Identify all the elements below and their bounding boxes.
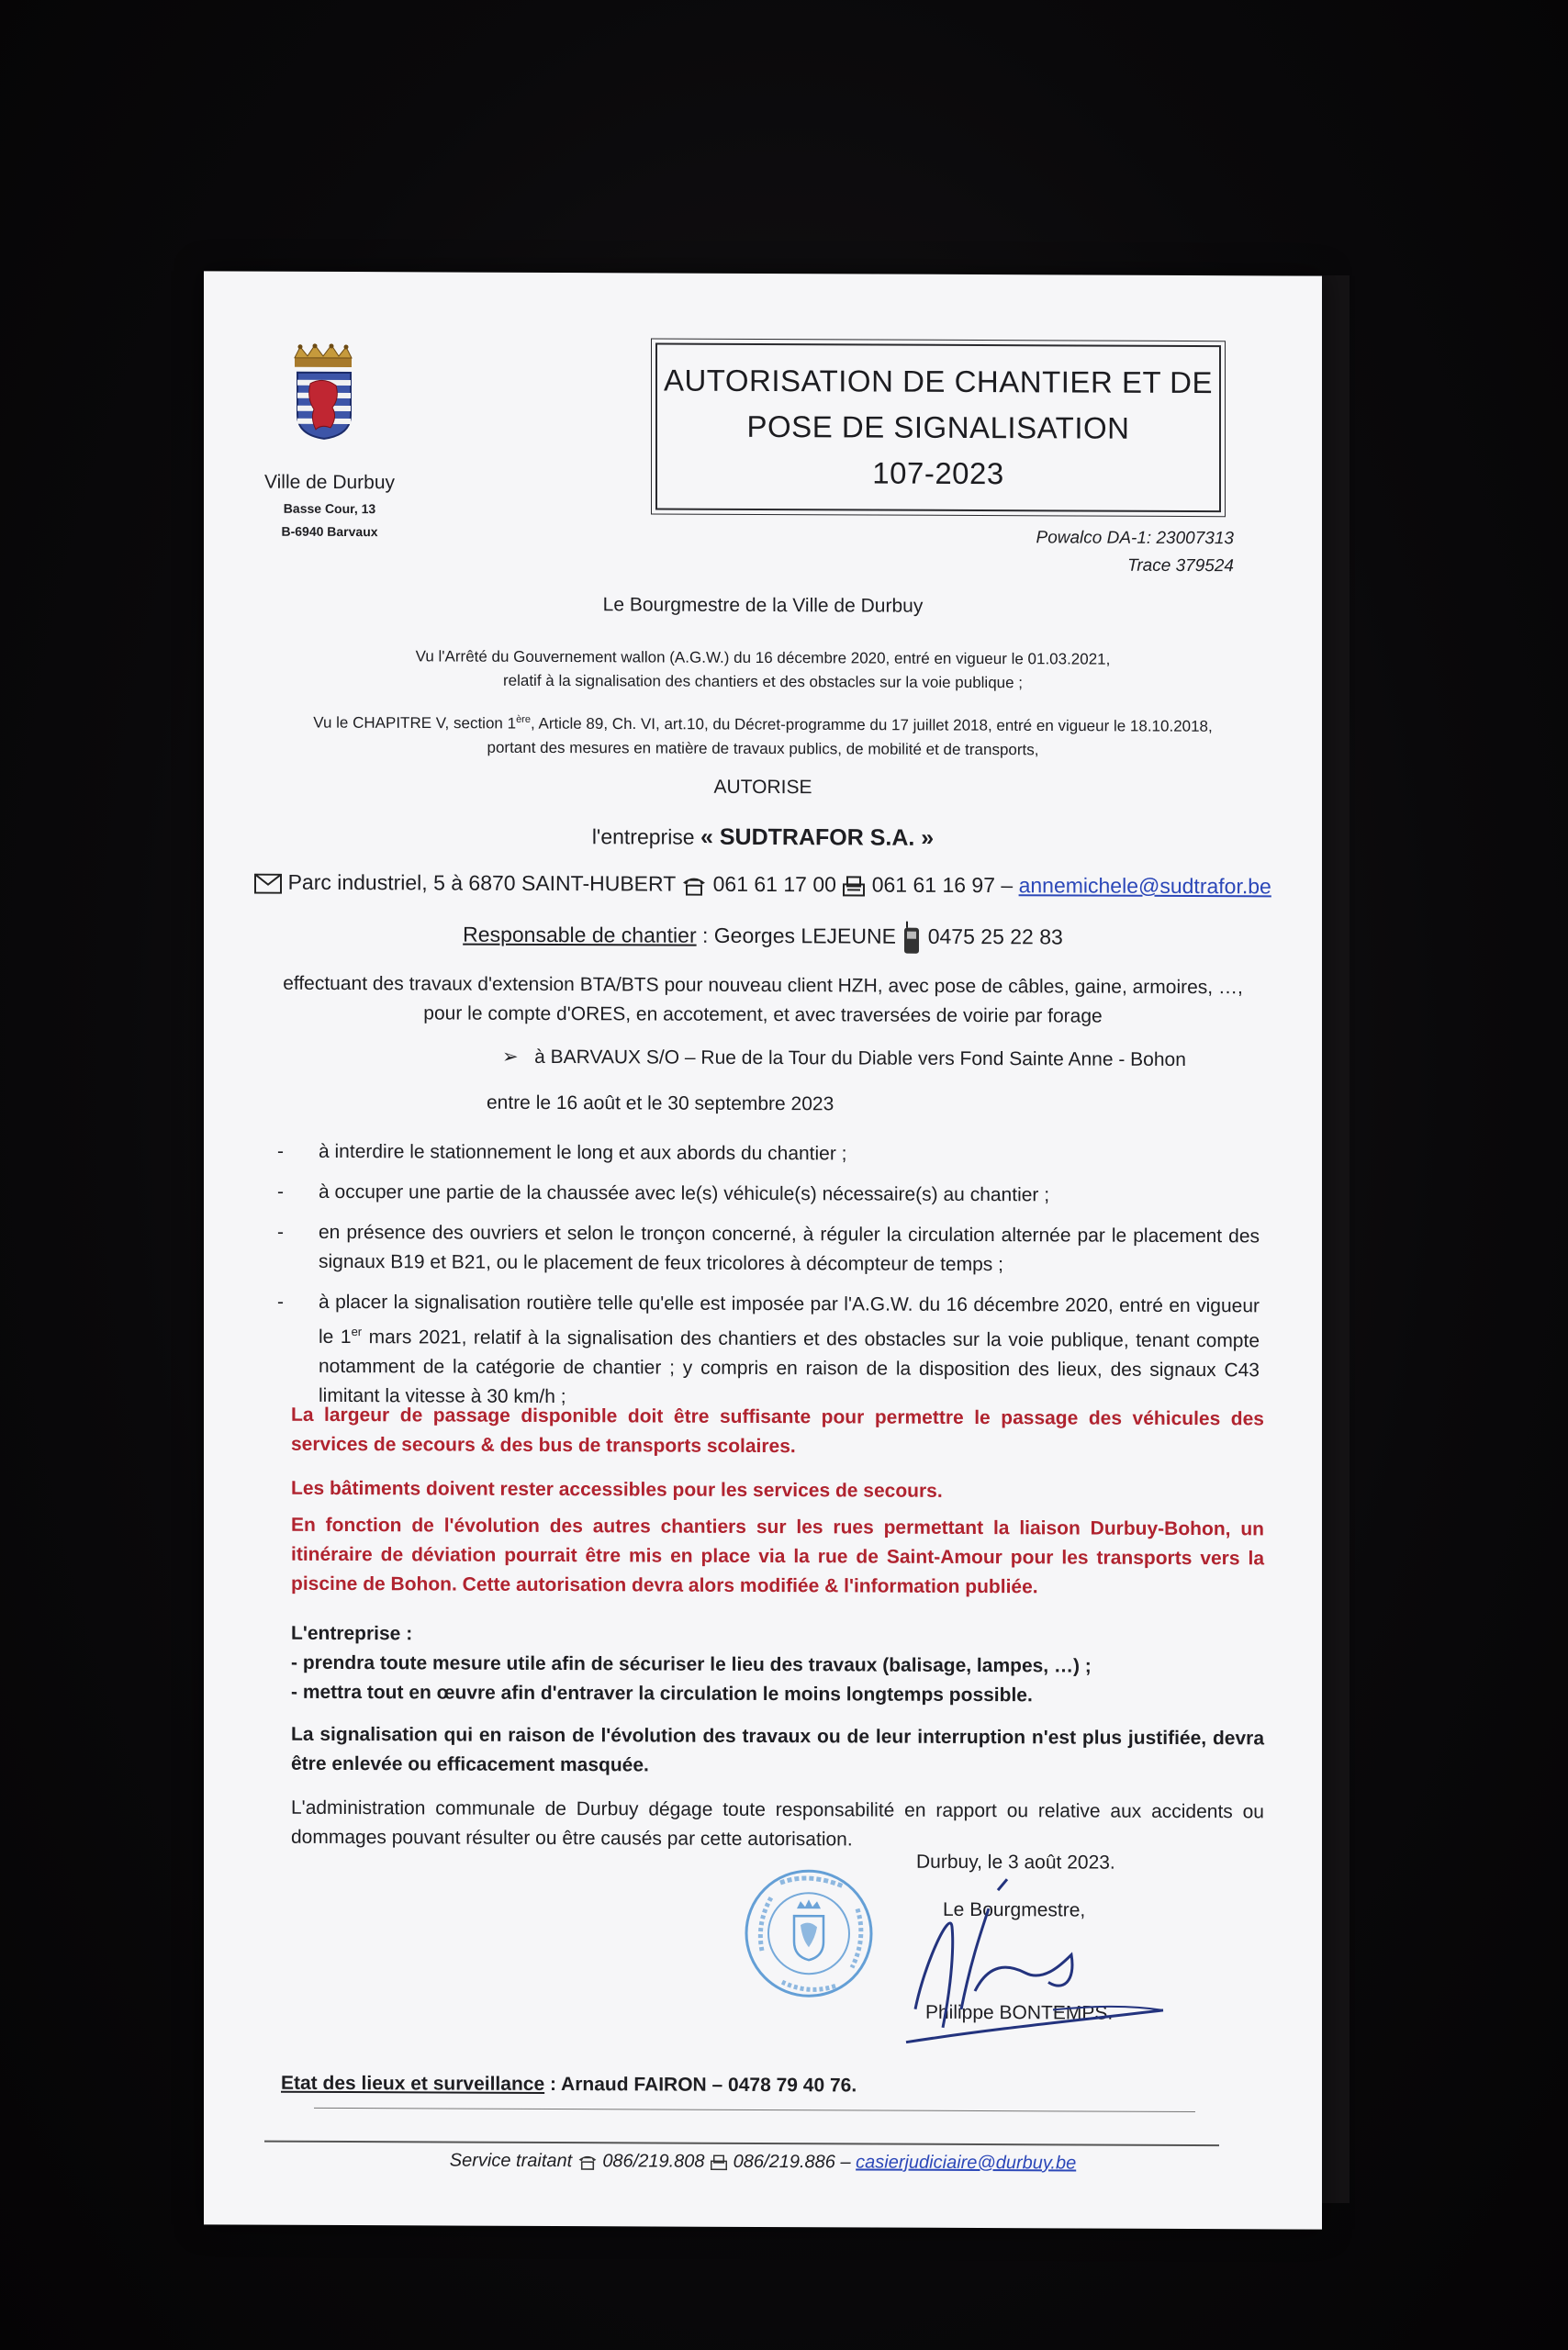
phone-icon [681,876,707,896]
surveillance-line [281,2073,857,2098]
red-note-detour: En fonction de l'évolution des autres chantiers sur les rues permettant la liaison Durbuy-Bohon, un itinéraire de déviation pourrait être mis en place via la rue de Saint-Amour pour les transports vers la piscine de Bohon. Cette autorisation devra alors modifiée & l'information publiée. [291,1514,1264,1598]
list-item [277,1137,1260,1171]
permission-text: en présence des ouvriers et selon le tronçon concerné, à réguler la circulation alternée par le placement des signaux B19 et B21, ou le placement de feux tricolores à décompteur de temps ; [319,1221,1260,1276]
authorization-number: 107-2023 [872,455,1004,491]
red-note-passage: La largeur de passage disponible doit être suffisante pour permettre le passage des véhicules des services de secours & des bus de transports scolaires. [291,1404,1264,1458]
location-text: à BARVAUX S/O – Rue de la Tour du Diable vers Fond Sainte Anne - Bohon [534,1046,1186,1071]
superscript-ere: ère [516,713,531,725]
legal-basis-2-text-b: , Article 89, Ch. VI, art.10, du Décret-programme du 17 juillet 2018, entré en vigueur le 18.10.2018, [530,714,1213,735]
company-name: « SUDTRAFOR S.A. » [700,823,935,851]
issuing-authority: Le Bourgmestre de la Ville de Durbuy [602,594,924,617]
phone-icon [577,2154,598,2170]
company-fax: 061 61 16 97 – [871,872,1014,898]
powalco-reference: Powalco DA-1: 23007313 [1036,528,1234,549]
mobile-phone-icon [902,921,922,956]
footer-email-link[interactable]: casierjudiciaire@durbuy.be [856,2152,1077,2174]
arrow-bullet-icon: ➢ [502,1046,519,1068]
signatory-role: Le Bourgmestre, [943,1898,1086,1921]
obligation-item-2: - mettra tout en œuvre afin d'entraver la circulation le moins longtemps possible. [291,1681,1033,1707]
legal-basis-2-text-a: Vu le CHAPITRE V, section 1 [313,713,517,733]
site-manager-line [204,917,1322,957]
surveillance-label: Etat des lieux et surveillance [281,2072,545,2095]
fax-icon [842,875,866,897]
crest-crown-icon [291,343,355,369]
footer-service: Service traitant [449,2150,573,2172]
fax-icon [710,2154,728,2170]
legal-basis-2-line-1 [204,706,1322,739]
reference-block [938,524,1234,580]
address-line-1: Basse Cour, 13 [283,500,376,517]
legal-basis-2-line-2: portant des mesures en matière de travaux publics, de mobilité et de transports, [487,738,1039,758]
works-period: entre le 16 août et le 30 septembre 2023 [487,1091,834,1115]
trace-reference: Trace 379524 [1127,555,1234,576]
title-line-1: AUTORISATION DE CHANTIER ET DE [663,363,1214,400]
city-name: Ville de Durbuy [263,471,396,494]
signature-date: Durbuy, le 3 août 2023. [916,1851,1115,1874]
address-line-2: B-6940 Barvaux [281,523,378,540]
dash-bullet: - [277,1221,284,1243]
display-edge [1322,275,1350,2203]
works-location [502,1046,1237,1071]
permission-text: à interdire le stationnement le long et aux abords du chantier ; [319,1140,847,1165]
footer-divider-top [314,2108,1195,2112]
list-item [277,1218,1260,1281]
permissions-list [277,1137,1260,1427]
dash-bullet: - [277,1181,284,1203]
mail-icon [254,874,282,894]
surveillance-contact: : Arnaud FAIRON – 0478 79 40 76. [549,2073,857,2097]
works-line-1: effectuant des travaux d'extension BTA/BTS pour nouveau client HZH, avec pose de câbles, gaine, armoires, …, [283,972,1243,999]
footer-phone: 086/219.808 [602,2151,705,2172]
site-manager-phone: 0475 25 22 83 [927,923,1063,949]
obligation-item-1: - prendra toute mesure utile afin de sécuriser le lieu des travaux (balisage, lampes, …) ; [291,1651,1092,1677]
coat-of-arms-icon [296,371,353,441]
obligations-block [291,1619,1264,1712]
list-item [277,1178,1260,1212]
dash-bullet: - [277,1140,284,1162]
permission-text-b: mars 2021, relatif à la signalisation des chantiers et des obstacles sur la voie publique, tenant compte notamment de la catégorie de chantier ; y compris en raison de la disposition des lieux, des signaux C43 limitant la vitesse à 30 km/h ; [319,1326,1260,1408]
title-line-2: POSE DE SIGNALISATION [746,408,1130,445]
site-manager-label: Responsable de chantier [463,922,697,947]
title-box [655,342,1221,512]
liability-disclaimer: L'administration communale de Durbuy dégage toute responsabilité en rapport ou relative aux accidents ou dommages pouvant résulter ou être causés par cette autorisation. [291,1796,1264,1851]
company-phone: 061 61 17 00 [712,871,836,897]
autorise-heading: AUTORISE [713,776,812,799]
legal-basis-1 [204,643,1322,696]
site-manager-name: : Georges LEJEUNE [702,923,896,948]
company-prefix: l'entreprise [591,824,695,849]
signalisation-note: La signalisation qui en raison de l'évolution des travaux ou de leur interruption n'est plus justifiée, devra être enlevée ou efficacement masquée. [291,1723,1264,1776]
company-address: Parc industriel, 5 à 6870 SAINT-HUBERT [287,869,676,896]
signatory-name: Philippe BONTEMPS. [925,2001,1114,2024]
works-description [204,968,1322,1032]
company-email-link[interactable]: annemichele@sudtrafor.be [1018,873,1271,899]
red-note-buildings: Les bâtiments doivent rester accessibles pour les services de secours. [291,1477,943,1502]
footer-divider [264,2141,1219,2147]
footer [204,2149,1322,2175]
legal-basis-2 [204,706,1322,763]
permission-text: à occuper une partie de la chaussée avec le(s) véhicule(s) nécessaire(s) au chantier ; [319,1181,1050,1206]
list-item [277,1288,1260,1416]
dash-bullet: - [277,1291,284,1313]
city-address [261,498,398,544]
permission-text-a: à placer la signalisation routière telle qu'elle est imposée par l'A.G.W. du 16 décembre 2020, entré en vigueur le 1 [319,1291,1260,1348]
official-stamp-icon [744,1868,874,1999]
legal-basis-1-line-2: relatif à la signalisation des chantiers et des obstacles sur la voie publique ; [502,671,1024,692]
legal-basis-1-line-1: Vu l'Arrêté du Gouvernement wallon (A.G.W.) du 16 décembre 2020, entré en vigueur le 01.03.2021, [415,647,1111,668]
footer-fax: 086/219.886 – [733,2151,851,2173]
company-contact-line [204,869,1322,899]
signature-icon [888,1872,1182,2047]
works-line-2: pour le compte d'ORES, en accotement, et avec traversées de voirie par forage [423,1002,1103,1027]
obligations-intro: L'entreprise : [291,1622,413,1645]
superscript-er: er [351,1325,363,1339]
company-line [204,822,1322,853]
authorization-document [204,271,1322,2229]
